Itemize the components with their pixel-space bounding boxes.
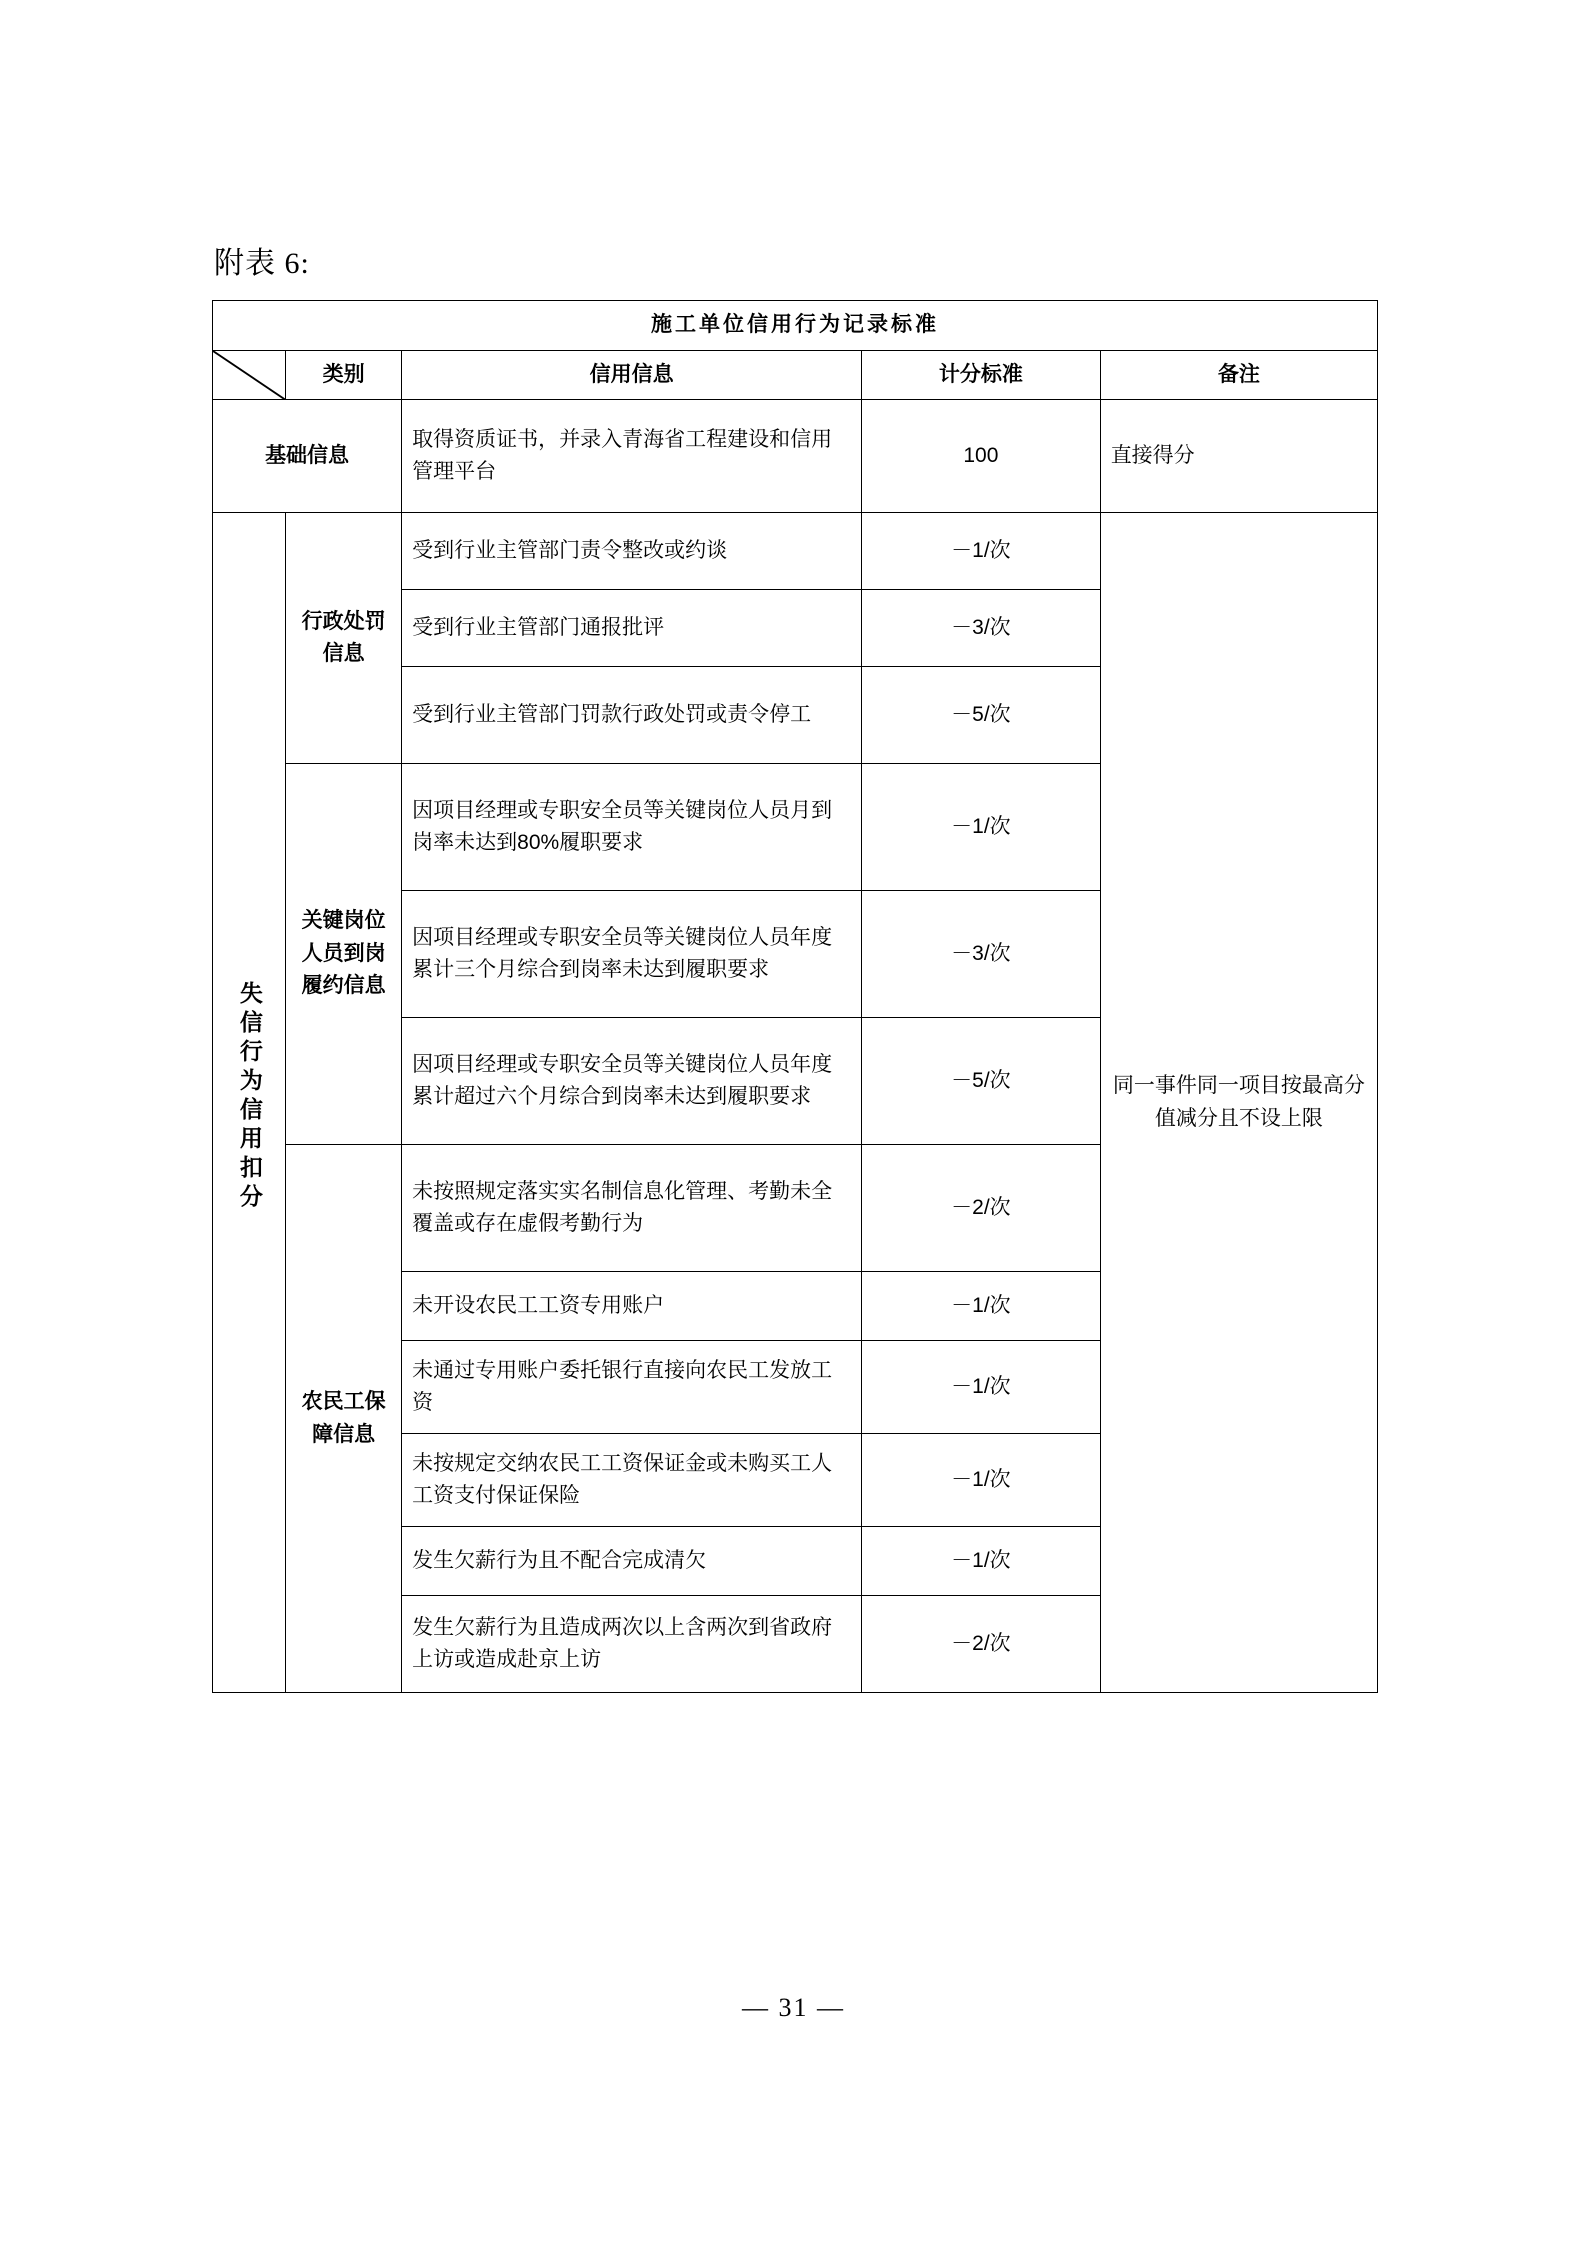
score-value: －5/次 xyxy=(862,1018,1101,1145)
score-value: －1/次 xyxy=(862,513,1101,590)
credit-info-text: 因项目经理或专职安全员等关键岗位人员年度累计超过六个月综合到岗率未达到履职要求 xyxy=(402,1018,862,1145)
header-credit-info: 信用信息 xyxy=(402,350,862,400)
credit-info-text: 受到行业主管部门通报批评 xyxy=(402,590,862,667)
score-value: －1/次 xyxy=(862,1272,1101,1341)
subcategory-key-post-attendance: 关键岗位人员到岗履约信息 xyxy=(286,764,402,1145)
table-title: 施工单位信用行为记录标准 xyxy=(213,301,1378,351)
credit-standard-table xyxy=(212,300,1378,1693)
credit-info-text: 受到行业主管部门罚款行政处罚或责令停工 xyxy=(402,667,862,764)
attachment-label: 附表 6: xyxy=(214,247,310,280)
header-category: 类别 xyxy=(286,350,402,400)
score-value: －1/次 xyxy=(862,1434,1101,1527)
credit-info-text: 因项目经理或专职安全员等关键岗位人员月到岗率未达到80%履职要求 xyxy=(402,764,862,891)
table-row xyxy=(213,513,1378,590)
subcategory-administrative-penalty: 行政处罚信息 xyxy=(286,513,402,764)
score-value: －3/次 xyxy=(862,590,1101,667)
credit-info-text: 未开设农民工工资专用账户 xyxy=(402,1272,862,1341)
header-score-standard: 计分标准 xyxy=(862,350,1101,400)
score-value: －5/次 xyxy=(862,667,1101,764)
remark-text: 同一事件同一项目按最高分值减分且不设上限 xyxy=(1100,513,1377,1693)
credit-info-text: 未按规定交纳农民工工资保证金或未购买工人工资支付保证保险 xyxy=(402,1434,862,1527)
table-header-row xyxy=(213,350,1378,400)
diagonal-line-icon xyxy=(213,351,285,400)
credit-info-text: 未按照规定落实实名制信息化管理、考勤未全覆盖或存在虚假考勤行为 xyxy=(402,1145,862,1272)
header-remark: 备注 xyxy=(1100,350,1377,400)
score-value: 100 xyxy=(862,400,1101,513)
table-row xyxy=(213,400,1378,513)
category-basic-info: 基础信息 xyxy=(213,400,402,513)
score-value: －1/次 xyxy=(862,1341,1101,1434)
category-credit-deduction: 失信行为信用扣分 xyxy=(213,513,286,1693)
credit-info-text: 取得资质证书，并录入青海省工程建设和信用管理平台 xyxy=(402,400,862,513)
credit-info-text: 未通过专用账户委托银行直接向农民工发放工资 xyxy=(402,1341,862,1434)
table-title-row xyxy=(213,301,1378,351)
score-value: －2/次 xyxy=(862,1596,1101,1693)
credit-info-text: 发生欠薪行为且不配合完成清欠 xyxy=(402,1527,862,1596)
corner-diagonal-cell xyxy=(213,350,286,400)
credit-info-text: 受到行业主管部门责令整改或约谈 xyxy=(402,513,862,590)
score-value: －1/次 xyxy=(862,1527,1101,1596)
credit-info-text: 发生欠薪行为且造成两次以上含两次到省政府上访或造成赴京上访 xyxy=(402,1596,862,1693)
score-value: －1/次 xyxy=(862,764,1101,891)
score-value: －3/次 xyxy=(862,891,1101,1018)
page-number: — 31 — xyxy=(742,1993,845,2022)
score-value: －2/次 xyxy=(862,1145,1101,1272)
credit-info-text: 因项目经理或专职安全员等关键岗位人员年度累计三个月综合到岗率未达到履职要求 xyxy=(402,891,862,1018)
remark-text: 直接得分 xyxy=(1100,400,1377,513)
subcategory-migrant-worker-protection: 农民工保障信息 xyxy=(286,1145,402,1693)
